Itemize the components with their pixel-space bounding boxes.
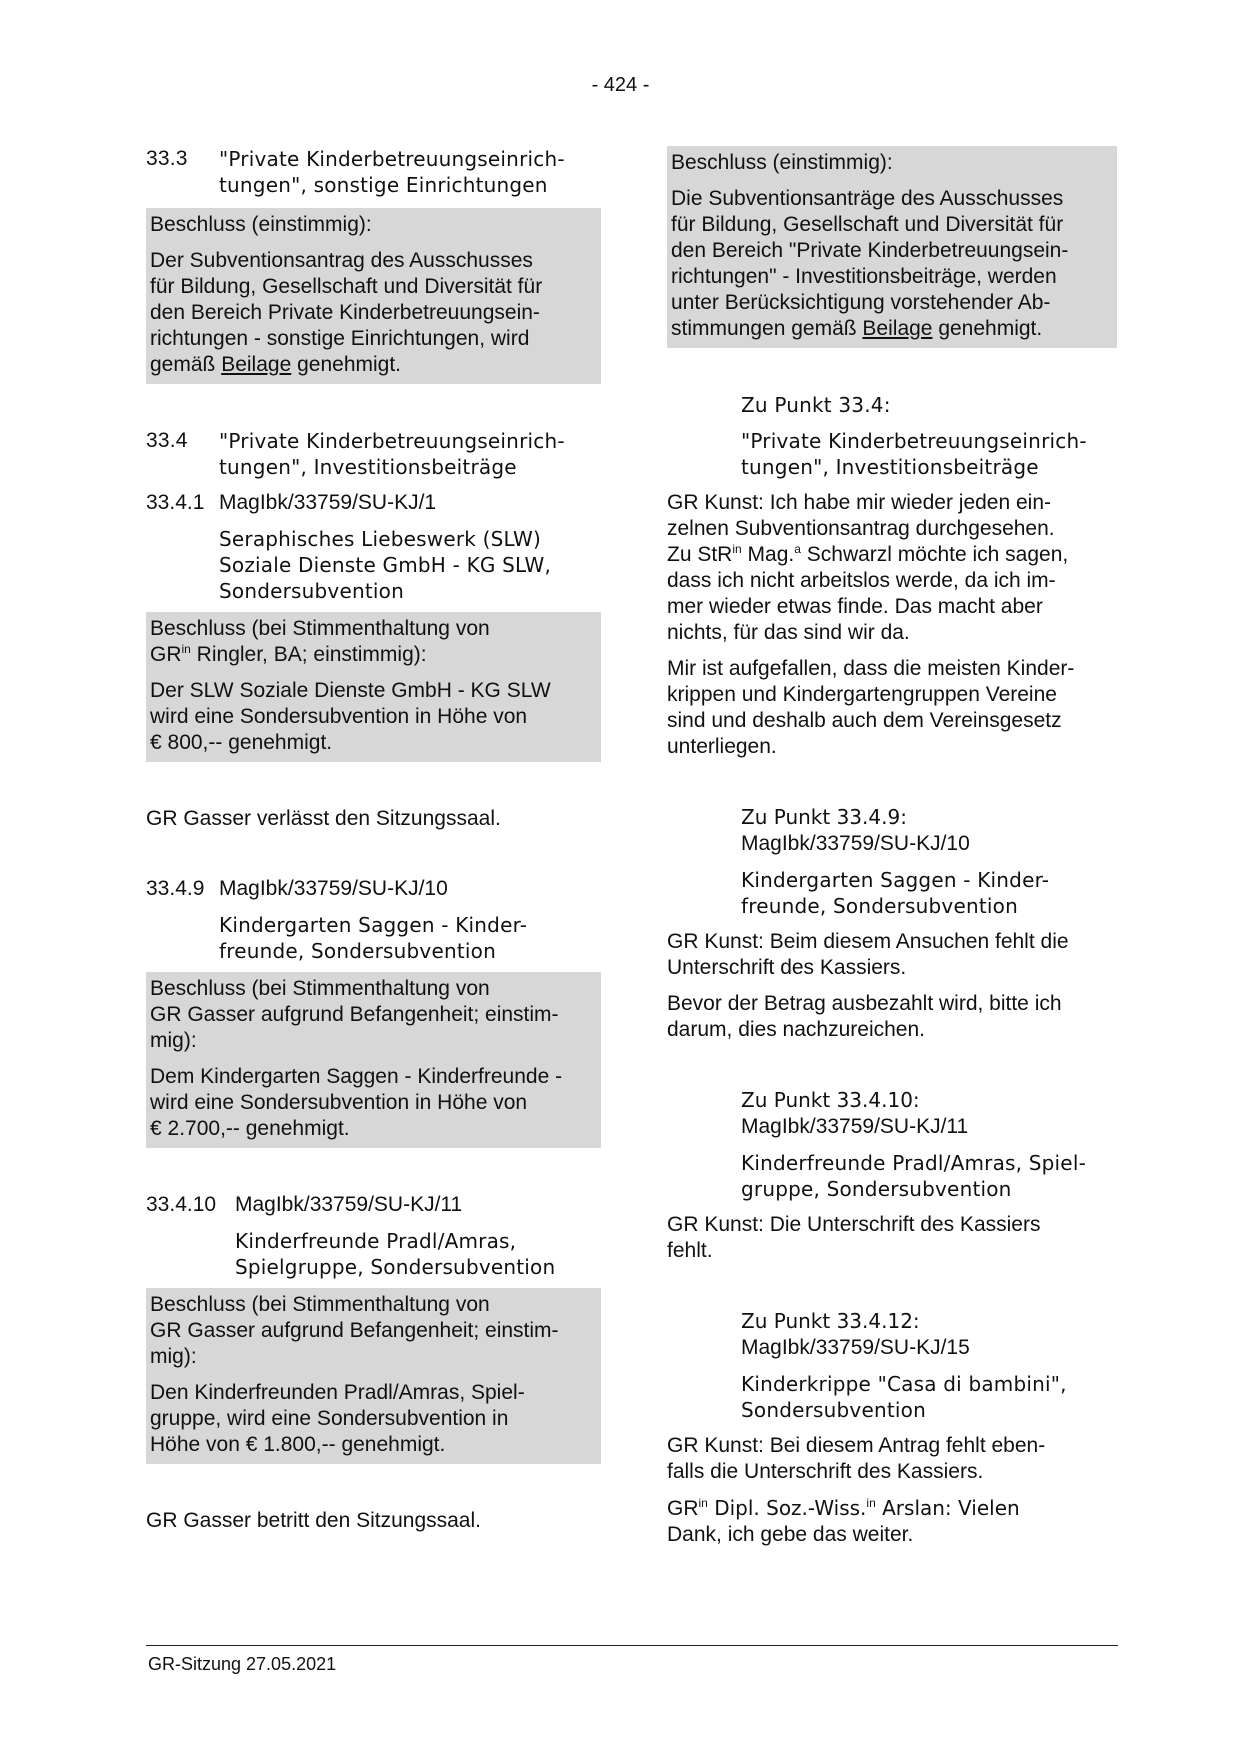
item-reference: MagIbk/33759/SU-KJ/10 xyxy=(219,877,448,900)
section-number: 33.3 xyxy=(146,147,188,170)
discussion-heading: Zu Punkt 33.4.9: MagIbk/33759/SU-KJ/10 xyxy=(741,805,970,855)
section-heading xyxy=(146,146,601,198)
item-number: 33.4.1 xyxy=(146,491,205,514)
section-title: "Private Kinderbetreuungseinrich- tungen", Investitionsbeiträge xyxy=(219,429,565,479)
resolution-box xyxy=(146,208,601,384)
resolution-label: Beschluss (bei Stimmenthaltung von GR Gasser aufgrund Befangenheit; einstim- mig): xyxy=(150,977,559,1052)
title-line: tungen", sonstige Einrichtungen xyxy=(219,173,548,197)
resolution-box xyxy=(146,1288,601,1464)
footer-text: GR-Sitzung 27.05.2021 xyxy=(148,1654,337,1674)
discussion-33-4 xyxy=(667,392,1117,760)
resolution-box xyxy=(667,146,1117,348)
discussion-subject: Kinderkrippe "Casa di bambini", Sondersubvention xyxy=(741,1372,1067,1422)
resolution-label: Beschluss (bei Stimmenthaltung von GR Gasser aufgrund Befangenheit; einstim- mig): xyxy=(150,1293,559,1368)
resolution-text: Der Subventionsantrag des Ausschusses für Bildung, Gesellschaft und Diversität für den Bereich Private Kinderbetreuungsein- richtungen - sonstige Einrichtungen, wird gemäß Beilage genehmigt. xyxy=(150,249,543,376)
resolution-text: Den Kinderfreunden Pradl/Amras, Spiel- gruppe, wird eine Sondersubvention in Höhe von € 1.800,-- genehmigt. xyxy=(150,1381,525,1456)
beilage-link[interactable]: Beilage xyxy=(221,353,292,376)
discussion-heading: Zu Punkt 33.4.10: MagIbk/33759/SU-KJ/11 xyxy=(741,1088,969,1138)
left-column xyxy=(146,146,601,1534)
speech-paragraph: GR Kunst: Ich habe mir wieder jeden ein- zelnen Subventionsantrag durchgesehen. Zu StR$^{in}$ Mag.$^a$ Schwarzl möchte ich sagen, dass ich nicht arbeitslos werde, da ich im- mer wieder etwas finde. Das macht aber nichts, für das sind wir da. xyxy=(667,491,1069,644)
speech-paragraph: GR Kunst: Bei diesem Antrag fehlt eben- falls die Unterschrift des Kassiers. xyxy=(667,1434,1046,1483)
item-number: 33.4.9 xyxy=(146,877,205,900)
beilage-link[interactable]: Beilage xyxy=(862,317,933,340)
resolution-label: Beschluss (einstimmig): xyxy=(671,151,893,174)
section-title xyxy=(219,146,565,198)
attendance-note: GR Gasser betritt den Sitzungssaal. xyxy=(146,1509,481,1532)
right-column xyxy=(667,146,1117,1548)
discussion-subject: Kindergarten Saggen - Kinder- freunde, Sondersubvention xyxy=(741,868,1050,918)
resolution-text: Dem Kindergarten Saggen - Kinderfreunde - wird eine Sondersubvention in Höhe von € 2.700,-- genehmigt. xyxy=(150,1065,563,1140)
item-reference: MagIbk/33759/SU-KJ/1 xyxy=(219,491,437,514)
item-number: 33.4.10 xyxy=(146,1193,217,1216)
resolution-text: Der SLW Soziale Dienste GmbH - KG SLW wird eine Sondersubvention in Höhe von € 800,-- genehmigt. xyxy=(150,679,551,754)
item-reference: MagIbk/33759/SU-KJ/11 xyxy=(235,1193,463,1216)
item-heading xyxy=(146,1192,601,1218)
speech-paragraph: Mir ist aufgefallen, dass die meisten Kinder- krippen und Kindergartengruppen Vereine sind und deshalb auch dem Vereinsgesetz unterliegen. xyxy=(667,657,1075,758)
section-33-4-10 xyxy=(146,1192,601,1464)
discussion-subject: Kinderfreunde Pradl/Amras, Spiel- gruppe, Sondersubvention xyxy=(741,1151,1086,1201)
resolution-label: Beschluss (einstimmig): xyxy=(150,213,372,236)
page-number: - 424 - xyxy=(591,74,650,96)
title-line: "Private Kinderbetreuungseinrich- xyxy=(219,147,565,171)
item-subject: Kinderfreunde Pradl/Amras, Spielgruppe, Sondersubvention xyxy=(235,1229,556,1279)
footer-divider xyxy=(146,1645,1118,1646)
speech-paragraph: GR Kunst: Beim diesem Ansuchen fehlt die Unterschrift des Kassiers. xyxy=(667,930,1069,979)
resolution-text: Die Subventionsanträge des Ausschusses für Bildung, Gesellschaft und Diversität für den Bereich "Private Kinderbetreuungsein- richtungen" - Investitionsbeiträge, werden unter Berücksichtigung vorstehender Ab- stimmungen gemäß Beilage genehmigt. xyxy=(671,187,1069,340)
discussion-33-4-12 xyxy=(667,1308,1117,1548)
discussion-subject: "Private Kinderbetreuungseinrich- tungen", Investitionsbeiträge xyxy=(741,429,1087,479)
section-33-4-9 xyxy=(146,876,601,1148)
item-subject: Kindergarten Saggen - Kinder- freunde, Sondersubvention xyxy=(219,913,528,963)
discussion-heading: Zu Punkt 33.4: xyxy=(741,393,891,417)
section-number: 33.4 xyxy=(146,429,188,452)
item-heading xyxy=(146,876,601,902)
speech-paragraph: Bevor der Betrag ausbezahlt wird, bitte ich darum, dies nachzureichen. xyxy=(667,992,1062,1041)
discussion-33-4-10 xyxy=(667,1087,1117,1264)
resolution-label: Beschluss (bei Stimmenthaltung von $GR^{in}$ Ringler, BA; einstimmig): xyxy=(150,617,490,666)
item-subject: Seraphisches Liebeswerk (SLW) Soziale Dienste GmbH - KG SLW, Sondersubvention xyxy=(219,527,552,603)
resolution-box xyxy=(146,612,601,762)
attendance-note: GR Gasser verlässt den Sitzungssaal. xyxy=(146,807,501,830)
section-33-3 xyxy=(146,146,601,384)
speech-paragraph: $GR^{in}$ Dipl. Soz.-Wiss.$^{in}$ Arslan: Vielen Dank, ich gebe das weiter. xyxy=(667,1496,1020,1546)
section-33-4 xyxy=(146,428,601,480)
section-heading xyxy=(146,428,601,480)
discussion-33-4-9 xyxy=(667,804,1117,1043)
item-heading xyxy=(146,490,601,516)
resolution-box xyxy=(146,972,601,1148)
speech-paragraph: GR Kunst: Die Unterschrift des Kassiers fehlt. xyxy=(667,1213,1041,1262)
discussion-heading: Zu Punkt 33.4.12: MagIbk/33759/SU-KJ/15 xyxy=(741,1309,970,1359)
section-33-4-1 xyxy=(146,490,601,762)
